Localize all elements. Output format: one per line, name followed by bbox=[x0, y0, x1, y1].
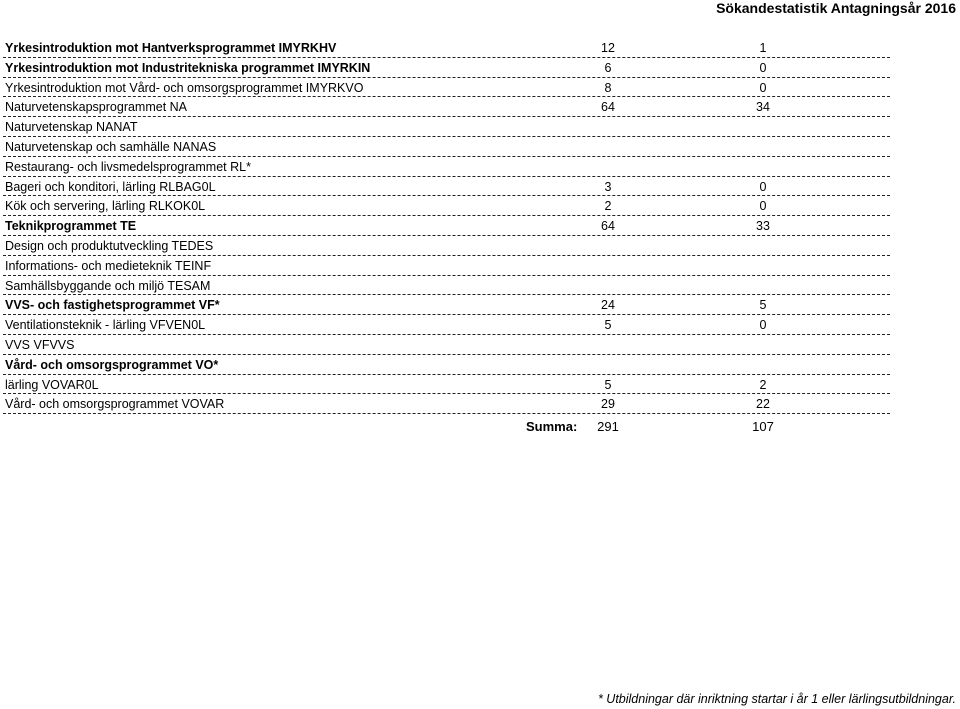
summary-row bbox=[3, 418, 890, 438]
program-name: VVS- och fastighetsprogrammet VF* bbox=[5, 298, 220, 313]
table-row bbox=[3, 157, 890, 177]
program-name: Yrkesintroduktion mot Hantverksprogrammet IMYRKHV bbox=[5, 41, 337, 55]
table-row bbox=[3, 117, 890, 137]
first-choice-count: 0 bbox=[759, 318, 767, 333]
summary-label: Summa: bbox=[526, 419, 578, 434]
table-row bbox=[3, 295, 890, 315]
table-row bbox=[3, 236, 890, 256]
first-choice-count: 0 bbox=[759, 60, 767, 75]
table-row bbox=[3, 177, 890, 197]
program-name: Kök och servering, lärling RLKOK0L bbox=[5, 199, 206, 214]
summary-first-choice-total: 107 bbox=[752, 419, 774, 434]
applicants-count: 2 bbox=[604, 199, 612, 214]
program-name: VVS VFVVS bbox=[5, 337, 75, 352]
footnote: * Utbildningar där inriktning startar i år 1 eller lärlingsutbildningar. bbox=[597, 692, 956, 706]
first-choice-count: 2 bbox=[759, 377, 767, 392]
program-name: lärling VOVAR0L bbox=[5, 377, 99, 392]
table-row bbox=[3, 394, 890, 414]
applicants-count: 3 bbox=[604, 179, 612, 194]
table-row bbox=[3, 315, 890, 335]
program-name: Ventilationsteknik - lärling VFVEN0L bbox=[5, 318, 206, 333]
applicants-count: 64 bbox=[601, 219, 615, 234]
report-title: Sökandestatistik Antagningsår 2016 bbox=[716, 0, 956, 16]
program-name: Restaurang- och livsmedelsprogrammet RL* bbox=[5, 159, 251, 174]
table-row bbox=[3, 58, 890, 78]
program-name: Vård- och omsorgsprogrammet VO* bbox=[5, 357, 219, 372]
table-row bbox=[3, 97, 890, 117]
program-name: Yrkesintroduktion mot Vård- och omsorgsprogrammet IMYRKVO bbox=[5, 80, 364, 95]
applicants-count: 24 bbox=[601, 298, 615, 313]
applicants-count: 5 bbox=[604, 377, 612, 392]
table-row bbox=[3, 38, 890, 58]
program-name: Informations- och medieteknik TEINF bbox=[5, 258, 212, 273]
program-name: Design och produktutveckling TEDES bbox=[5, 238, 214, 253]
program-name: Vård- och omsorgsprogrammet VOVAR bbox=[5, 397, 225, 412]
program-name: Naturvetenskap och samhälle NANAS bbox=[5, 139, 217, 154]
applicants-count: 5 bbox=[604, 318, 612, 333]
first-choice-count: 0 bbox=[759, 199, 767, 214]
program-name: Samhällsbyggande och miljö TESAM bbox=[5, 278, 211, 293]
first-choice-count: 33 bbox=[756, 219, 770, 234]
first-choice-count: 5 bbox=[759, 298, 767, 313]
program-name: Yrkesintroduktion mot Industritekniska programmet IMYRKIN bbox=[5, 60, 371, 75]
table-row bbox=[3, 78, 890, 98]
first-choice-count: 1 bbox=[759, 41, 767, 55]
table-row bbox=[3, 216, 890, 236]
table-row bbox=[3, 196, 890, 216]
program-name: Naturvetenskapsprogrammet NA bbox=[5, 100, 188, 115]
first-choice-count: 22 bbox=[756, 397, 770, 412]
program-table bbox=[3, 38, 890, 414]
summary-applicants-total: 291 bbox=[597, 419, 619, 434]
first-choice-count: 0 bbox=[759, 179, 767, 194]
first-choice-count: 0 bbox=[759, 80, 767, 95]
applicants-count: 6 bbox=[604, 60, 612, 75]
table-row bbox=[3, 276, 890, 296]
applicants-count: 12 bbox=[601, 41, 615, 55]
table-row bbox=[3, 335, 890, 355]
table-row bbox=[3, 355, 890, 375]
program-name: Bageri och konditori, lärling RLBAG0L bbox=[5, 179, 216, 194]
table-row bbox=[3, 137, 890, 157]
first-choice-count: 34 bbox=[756, 100, 770, 115]
program-name: Teknikprogrammet TE bbox=[5, 219, 137, 234]
table-row bbox=[3, 375, 890, 395]
applicants-count: 29 bbox=[601, 397, 615, 412]
applicants-count: 64 bbox=[601, 100, 615, 115]
applicants-count: 8 bbox=[604, 80, 612, 95]
table-row bbox=[3, 256, 890, 276]
program-name: Naturvetenskap NANAT bbox=[5, 120, 138, 135]
